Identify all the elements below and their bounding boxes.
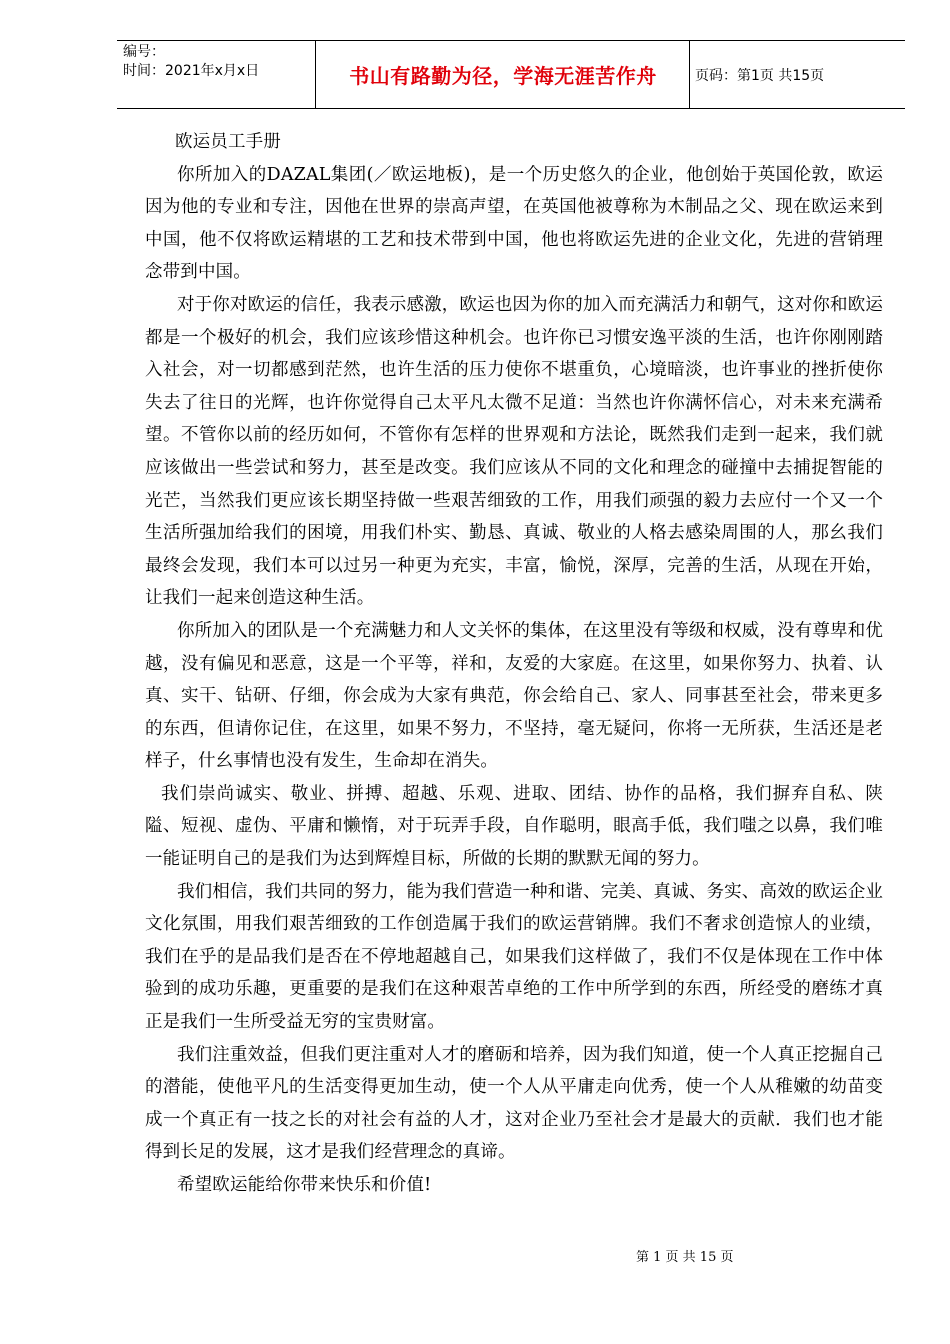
time-label: 时间：2021年x月x日 (123, 63, 260, 79)
document-title: 欧运员工手册 (175, 132, 281, 152)
number-label: 编号： (123, 44, 165, 60)
header-meta (123, 43, 313, 81)
closing-line: 希望欧运能给你带来快乐和价值! (177, 1175, 432, 1195)
page-header (117, 40, 905, 109)
page-footer: 第 1 页 共 15 页 (636, 1250, 734, 1265)
paragraph: 对于你对欧运的信任，我表示感激，欧运也因为你的加入而充满活力和朝气，这对你和欧运都是一个极好的机会，我们应该珍惜这种机会。也许你已习惯安逸平淡的生活，也许你刚刚踏入社会，对一切都感到茫然，也许生活的压力使你不堪重负，心境暗淡，也许事业的挫折使你失去了往日的光辉，也许你觉得自己太平凡太微不足道：当然也许你满怀信心，对未来充满希望。不管你以前的经历如何，不管你有怎样的世界观和方法论，既然我们走到一起来，我们就应该做出一些尝试和努力，甚至是改变。我们应该从不同的文化和理念的碰撞中去捕捉智能的光芒，当然我们更应该长期坚持做一些艰苦细致的工作，用我们顽强的毅力去应付一个又一个生活所强加给我们的困境，用我们朴实、勤恳、真诚、敬业的人格去感染周围的人，那幺我们最终会发现，我们本可以过另一种更为充实，丰富，愉悦，深厚，完善的生活，从现在开始，让我们一起来创造这种生活。 (145, 294, 883, 609)
paragraph: 我们崇尚诚实、敬业、拼搏、超越、乐观、进取、团结、协作的品格，我们摒弃自私、陕隘、短视、虚伪、平庸和懒惰，对于玩弄手段，自作聪明，眼高手低，我们嗤之以鼻，我们唯一能证明自己的是我们为达到辉煌目标，所做的长期的默默无闻的努力。 (145, 783, 883, 870)
paragraph: 你所加入的DAZAL集团(／欧运地板)，是一个历史悠久的企业，他创始于英国伦敦，欧运因为他的专业和专注，因他在世界的崇高声望，在英国他被尊称为木制品之父、现在欧运来到中国，他不仅将欧运精堪的工艺和技术带到中国，他也将欧运先进的企业文化，先进的营销理念带到中国。 (145, 164, 883, 283)
paragraph: 我们注重效益，但我们更注重对人才的磨砺和培养，因为我们知道，使一个人真正挖掘自己的潜能，使他平凡的生活变得更加生动，使一个人从平庸走向优秀，使一个人从稚嫩的幼苗变成一个真正有一技之长的对社会有益的人才，这对企业乃至社会才是最大的贡献．我们也才能得到长足的发展，这才是我们经营理念的真谛。 (145, 1044, 883, 1163)
paragraph: 我们相信，我们共同的努力，能为我们营造一种和谐、完美、真诚、务实、高效的欧运企业文化氛围，用我们艰苦细致的工作创造属于我们的欧运营销牌。我们不奢求创造惊人的业绩，我们在乎的是品我们是否在不停地超越自己，如果我们这样做了，我们不仅是体现在工作中体验到的成功乐趣，更重要的是我们在这种艰苦卓绝的工作中所学到的东西，所经受的磨练才真正是我们一生所受益无穷的宝贵财富。 (145, 881, 883, 1033)
header-page-number: 页码：第1页 共15页 (695, 67, 825, 84)
document-body (145, 126, 883, 1202)
paragraph: 你所加入的团队是一个充满魅力和人文关怀的集体，在这里没有等级和权威，没有尊卑和优越，没有偏见和恶意，这是一个平等，祥和，友爱的大家庭。在这里，如果你努力、执着、认真、实干、钻研、仔细，你会成为大家有典范，你会给自己、家人、同事甚至社会，带来更多的东西，但请你记住，在这里，如果不努力，不坚持，毫无疑问，你将一无所获，生活还是老样子，什幺事情也没有发生，生命却在消失。 (145, 620, 883, 772)
header-motto: 书山有路勤为径，学海无涯苦作舟 (349, 64, 657, 88)
header-divider (315, 41, 316, 108)
header-divider (689, 41, 690, 108)
